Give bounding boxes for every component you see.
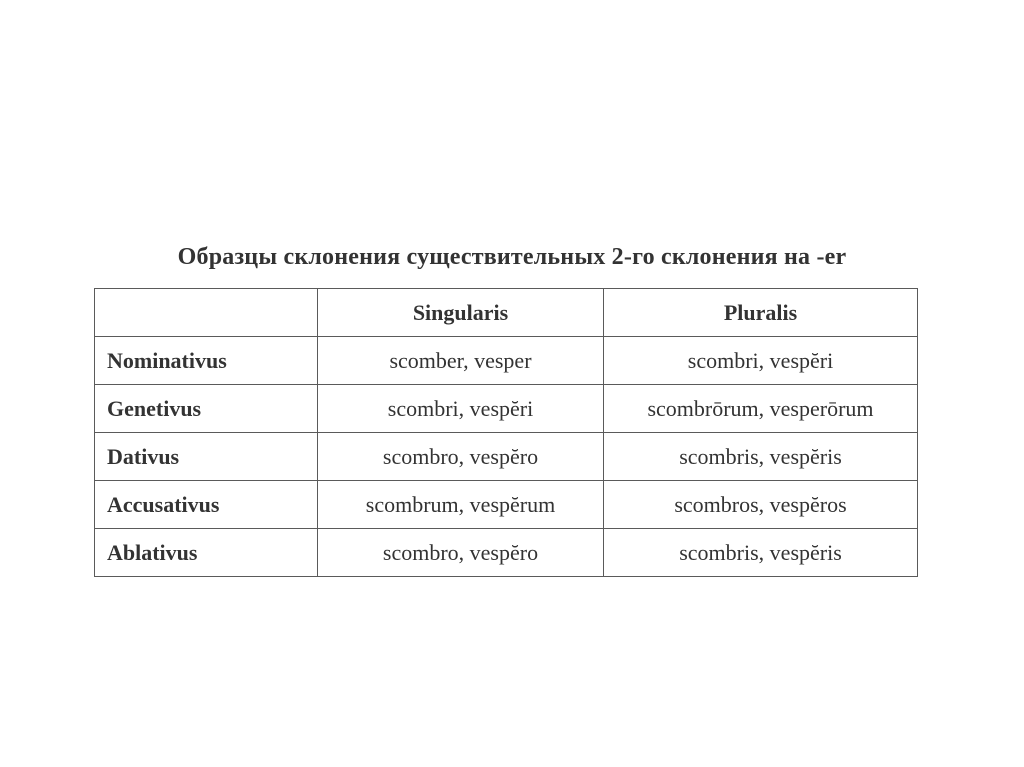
- table-row: [95, 337, 918, 385]
- singularis-cell: scombro, vespĕro: [318, 529, 604, 577]
- singularis-cell: scombro, vespĕro: [318, 433, 604, 481]
- header-pluralis: Pluralis: [604, 289, 918, 337]
- pluralis-cell: scombris, vespĕris: [604, 529, 918, 577]
- pluralis-cell: scombros, vespĕros: [604, 481, 918, 529]
- singularis-cell: scombri, vespĕri: [318, 385, 604, 433]
- table-row: [95, 529, 918, 577]
- case-label: Ablativus: [95, 529, 318, 577]
- declension-table: [94, 288, 918, 577]
- table-row: [95, 433, 918, 481]
- header-singularis: Singularis: [318, 289, 604, 337]
- singularis-cell: scomber, vesper: [318, 337, 604, 385]
- case-label: Genetivus: [95, 385, 318, 433]
- case-label: Accusativus: [95, 481, 318, 529]
- pluralis-cell: scombri, vespĕri: [604, 337, 918, 385]
- page-title: Образцы склонения существительных 2-го склонения на -er: [177, 244, 847, 270]
- pluralis-cell: scombrōrum, vesperōrum: [604, 385, 918, 433]
- singularis-cell: scombrum, vespĕrum: [318, 481, 604, 529]
- header-empty-cell: [95, 289, 318, 337]
- table-row: [95, 385, 918, 433]
- pluralis-cell: scombris, vespĕris: [604, 433, 918, 481]
- header-row: [95, 289, 918, 337]
- case-label: Nominativus: [95, 337, 318, 385]
- table-row: [95, 481, 918, 529]
- case-label: Dativus: [95, 433, 318, 481]
